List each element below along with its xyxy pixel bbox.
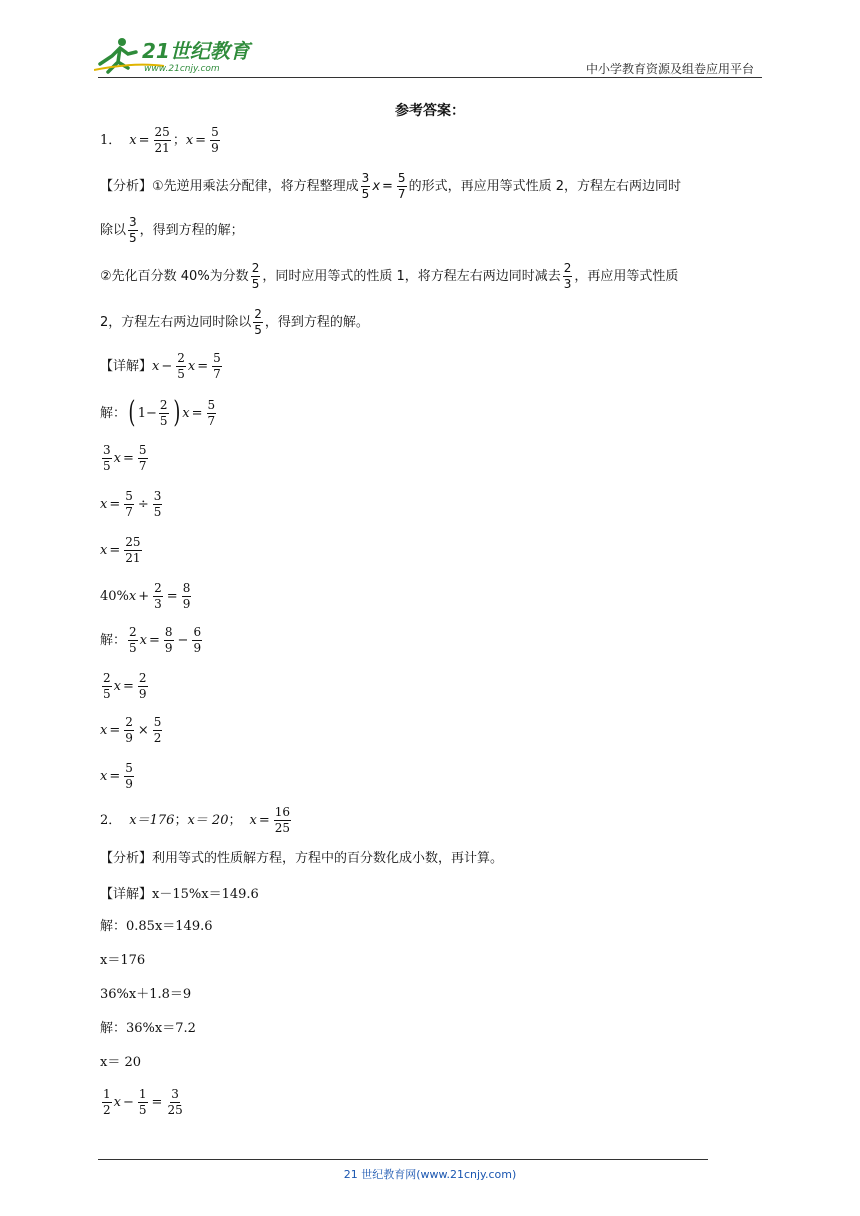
- logo-url: www.21cnjy.com: [144, 64, 220, 74]
- q1-detail-step4: x = $\frac{25}{21}$: [100, 535, 141, 565]
- q2-detail-eq2: 36%x＋1.8＝9: [100, 987, 192, 1002]
- q2-detail-eq3: $\frac{1}{2}$ x − $\frac{1}{5}$ = $\frac{3}{25}$: [103, 1087, 183, 1117]
- q2-detail-step4: x＝ 20: [100, 1055, 142, 1070]
- page-title: 参考答案：: [395, 103, 465, 119]
- q2-detail-eq1: 【详解】 x－15%x＝149.6: [100, 887, 259, 902]
- q1-number: 1．: [100, 132, 122, 148]
- q2-answer-line: 2． x＝176 ； x＝ 20 ； x = $\frac{16}{25}$: [100, 805, 291, 835]
- logo-text: 21世纪教育: [142, 39, 250, 63]
- q2-detail-step1: 解：0.85x＝149.6: [100, 919, 213, 934]
- q1-detail-eq1: 【详解】 x − $\frac{2}{5}$ x = $\frac{5}{7}$: [100, 351, 221, 381]
- footer-divider: [98, 1159, 708, 1160]
- q1-detail-step3: x = $\frac{5}{7}$ ÷ $\frac{3}{5}$: [100, 489, 162, 519]
- q1-detail-eq2: 40% x + $\frac{2}{3}$ = $\frac{8}{9}$: [100, 581, 191, 611]
- q2-detail-step3: 解：36%x＝7.2: [100, 1021, 196, 1036]
- q1-detail-step7: x = $\frac{2}{9}$ × $\frac{5}{2}$: [100, 715, 162, 745]
- q1-detail-step8: x = $\frac{5}{9}$: [100, 761, 133, 791]
- q1-analysis-line-2: 除以 $\frac{3}{5}$ ，得到方程的解；: [100, 215, 244, 245]
- q1-analysis-line-4: 2，方程左右两边同时除以 $\frac{2}{5}$ ，得到方程的解。: [100, 307, 369, 337]
- q1-detail-step6: $\frac{2}{5}$ x = $\frac{2}{9}$: [103, 671, 147, 701]
- q2-number: 2．: [100, 812, 122, 828]
- platform-name: 中小学教育资源及组卷应用平台: [585, 62, 754, 76]
- footer-link[interactable]: 21 世纪教育网(www.21cnjy.com): [343, 1168, 517, 1181]
- fraction: $\frac{5}{9}$: [211, 125, 219, 155]
- site-logo: [94, 34, 264, 78]
- q1-detail-step1: 解： ( 1− $\frac{2}{5}$ ) x = $\frac{5}{7}$: [100, 395, 216, 430]
- q1-detail-step5: 解： $\frac{2}{5}$ x = $\frac{8}{9}$ − $\frac{6}{9}$: [100, 625, 202, 655]
- q2-detail-step2: x＝176: [100, 953, 146, 968]
- q1-detail-step2: $\frac{3}{5}$ x = $\frac{5}{7}$: [103, 443, 147, 473]
- header-divider: [98, 77, 762, 78]
- q1-analysis-line-1: 【分析】 ①先逆用乘法分配律，将方程整理成 $\frac{3}{5}$ x = $\frac{5}{7}$ 的形式，再应用等式性质 2，方程左右两边同时: [100, 171, 681, 201]
- fraction: $\frac{25}{21}$: [154, 125, 170, 155]
- q1-analysis-line-3: ②先化百分数 40%为分数 $\frac{2}{5}$ ，同时应用等式的性质 1，将方程左右两边同时减去 $\frac{2}{3}$ ，再应用等式性质: [100, 261, 679, 291]
- q2-analysis: 【分析】 利用等式的性质解方程，方程中的百分数化成小数，再计算。: [100, 851, 504, 866]
- q1-answer-line: 1． x = $\frac{25}{21}$ ； x = $\frac{5}{9}$: [100, 125, 219, 155]
